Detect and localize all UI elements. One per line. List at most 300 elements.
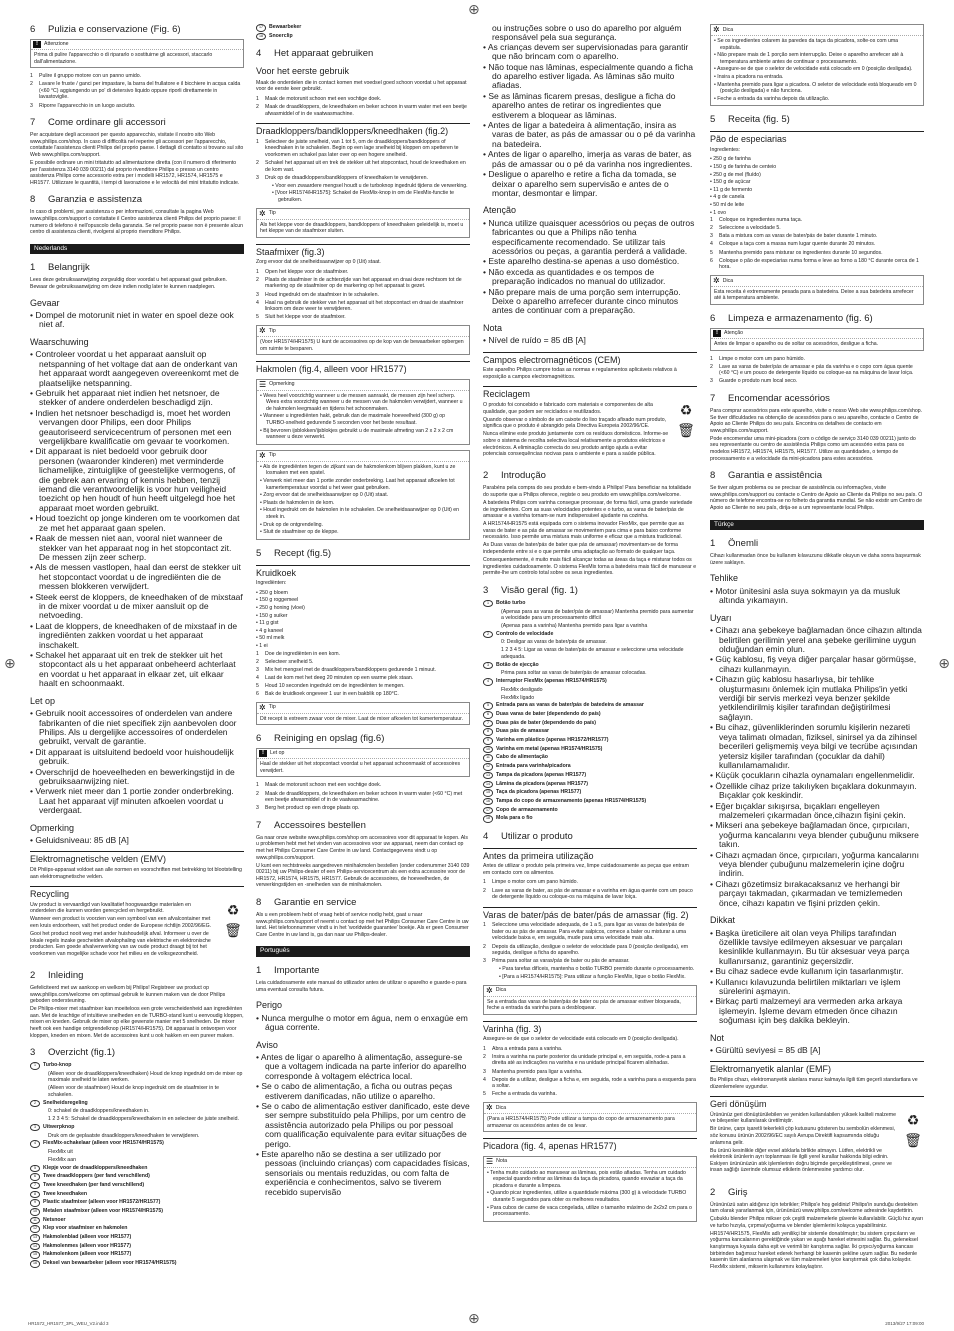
bullet-text: Se o cabo de alimentação estiver danificado, este deve ser sempre substituído pela Philips, por um centro de assistência autorizado pela Philips ou por pessoal com qualificação equivalente para evitar situações de perigo. (261, 1101, 470, 1149)
part-number: 14 (30, 1243, 40, 1251)
bullet-icon: • (272, 190, 276, 197)
bullet-text: Se as lâminas ficarem presas, desligue a ficha do aparelho antes de retirar os ingredientes que estiverem a bloquear as lâminas. (488, 90, 676, 120)
bullet-item (499, 974, 697, 981)
bullet-text: 150 g de farinha de centeio (713, 164, 777, 171)
step-number: 4 (256, 674, 259, 681)
bullet-text: Kullanıcı kılavuzunda belirtilen miktarları ve işlem sürelerini aşmayın. (715, 976, 901, 996)
registration-mark-bottom: ⊕ (468, 1311, 480, 1327)
bullet-item (256, 1082, 470, 1101)
bullet-icon: • (30, 349, 36, 360)
part-label: Uitwerpknop (43, 1123, 75, 1130)
section-heading: Reciclagem (483, 386, 697, 400)
part-number: 1 (30, 1062, 40, 1070)
bullet-item (483, 92, 697, 120)
bullet-text: Quando picar ingredientes, utilize a quantidade máxima (300 g) à velocidade TURBO durante 5 segundos para obter os melhores resultados. (490, 1190, 687, 1203)
bullet-text: 1 ovo (713, 209, 726, 216)
crossed-bin-icon: 🗑 (904, 1131, 922, 1148)
paragraph-line: Nunca elimine este produto juntamente com os resíduos domésticos. Informe-se sobre o sistema de recolha selectiva local relativamente a produtos eléctricos e electrónicos. A eliminação correcta do seu produto antigo ajuda a evitar potenciais consequências nocivas para o ambiente e para a saúde pública. (483, 431, 669, 458)
part-item (30, 1234, 244, 1242)
step-item (483, 1091, 697, 1098)
bullet-text: Cihazı gözetimsiz bırakacaksanız ve herhangi bir parçayı takmadan, çıkarmadan ve temizlemeden önce, cihazı kapatın ve fişini prizden çekin. (715, 878, 903, 908)
bullet-text: Se o cabo de alimentação, a ficha ou outras peças estiverem danificadas, não utilize o aparelho. (261, 1081, 453, 1101)
bullet-item (483, 63, 697, 91)
bullet-icon: • (714, 66, 717, 73)
bullet-text: Não prepare mais de uma porção sem interrupção. Deixe o aparelho arrefecer durante cinco minutos antes de continuar com a preparação. (488, 286, 681, 316)
bullet-text: Se os ingredientes colarem às paredes da taça da picadora, solte-os com uma espátula. (717, 38, 899, 51)
bullet-icon: • (483, 256, 489, 267)
part-label: FlexMix uit (48, 1149, 73, 1155)
bullet-item (710, 802, 924, 821)
step-text: Guarde o produto num local seco. (719, 378, 798, 385)
part-number: 17 (483, 807, 493, 815)
bullet-text: Feche a entrada da varinha depois da utilização. (717, 95, 830, 102)
part-item (483, 815, 697, 823)
part-item (30, 1199, 244, 1207)
bullet-item (256, 628, 470, 635)
bullet-item (256, 597, 470, 604)
bullet-text: Controleer voordat u het apparaat aansluit op netspanning of het voltage dat aan de onderkant van het apparaat wordt aangegeven overeenkomt met de plaatselijke netspanning. (35, 349, 239, 388)
part-label: Prima para soltar as varas de bater/pás de amassar colocadas. (501, 670, 647, 677)
step-item (256, 104, 470, 117)
step-number: 2 (256, 159, 259, 166)
bullet-text: 250 g honing (vloei) (259, 605, 305, 611)
part-item (483, 772, 697, 780)
registration-mark-left: ⊕ (4, 656, 16, 672)
part-item (30, 1173, 244, 1181)
bullet-text: Verwerk niet meer dan 1 portie zonder onderbreking. Laat het apparaat vijf minuten afkoelen voordat u verdergaat. (35, 786, 234, 816)
bullet-text: Sluit de staafmixer op de kleppe. (263, 529, 339, 536)
paragraph-line: A HR1574/HR1575 está equipada com o sistema inovador FlexMix, que permite que as varas de bater e as pás de amassar se movimentem para cima e para baixo conforme necessário. Isso permite uma mistura mais uniforme e eficaz que a mistura tradicional. (483, 521, 684, 541)
bullet-item (710, 587, 924, 606)
bullet-icon: • (714, 38, 718, 44)
part-number: 18 (483, 815, 493, 823)
step-item (483, 1069, 697, 1076)
bullet-text: Güç kablosu, fiş veya diğer parçalar hasar görmüşse, cihazı kullanmayın. (715, 654, 917, 674)
part-item (256, 33, 470, 41)
part-number: 5 (30, 1165, 40, 1173)
part-label: Botão de ejecção (496, 661, 539, 668)
bullet-icon: • (483, 335, 489, 346)
part-item (30, 1217, 244, 1225)
bullet-item (256, 1053, 470, 1081)
paragraph: In caso di problemi, per assistenza o per informazioni, consultate la pagina Web www.philips.com/support o contattate il Centro assistenza clienti Philips del proprio paese: il numero di telefono è nell'opuscolo della garanzia. Se nel proprio paese non è presente alcun centro di assistenza clienti, rivolgersi al proprio rivenditore Philips. (30, 209, 243, 236)
subheading: Atenção (483, 205, 517, 216)
bullet-item (260, 464, 466, 477)
bullet-item (714, 82, 920, 95)
bullet-icon: • (260, 427, 264, 434)
step-text: Bata a mistura com as varas de bater/pás de bater durante 1 minuto. (719, 233, 878, 240)
bullet-icon: • (710, 585, 716, 596)
bullet-item (272, 183, 470, 190)
part-label: (Alleen voor de draadkloppers/kneedhaken) Houd de knop ingedrukt om de mixer op maximale snelheid te laten werken. (48, 1070, 243, 1084)
bullet-list (256, 183, 470, 204)
bullet-icon: • (710, 996, 716, 1007)
paragraph (256, 835, 470, 889)
section-heading: 1 Önemli (710, 538, 759, 550)
part-item (483, 687, 697, 694)
bullet-item (260, 428, 466, 441)
bullet-icon: • (260, 499, 264, 506)
step-text: Plaats de staafmixer in de achterzijde van het apparaat en draai deze rechtsom tot de markering op de staafmixer op de markering op het apparaat is gezet. (265, 276, 462, 290)
bullet-icon: • (260, 477, 264, 484)
parts-list (483, 600, 697, 823)
bullet-text: Nunca mergulhe o motor em água, nem o enxagúe em água corrente. (261, 1012, 468, 1033)
bullet-item (30, 311, 244, 330)
step-item (256, 269, 470, 276)
part-label: Varinha em plástico (apenas HR1572/HR1577) (496, 737, 609, 744)
bullet-text: Özellikle cihaz prize takılıyken bıçaklara dokunmayın. Bıçaklar çok keskindir. (715, 780, 917, 801)
section-heading: 7 Accessoires bestellen (256, 819, 366, 831)
part-label: Klep voor staafmixer en hakmolen (43, 1225, 128, 1232)
subheading: Not (710, 1032, 725, 1043)
bullet-text: Este aparelho não se destina a ser utilizado por pessoas (incluindo crianças) com capacidades físicas, sensoriais ou mentais reduzidas, ou com falta de experiência e conhecimentos, salvo se tiverem recebido supervisão (261, 1149, 470, 1197)
section-heading: 5 Recept (fig.5) (256, 547, 332, 559)
paragraph-line: Çubuklu blender Philips mikser çok çeşitli malzemelerle güvenle kullanılabilir. Güçlü hız ayarı ve turbo hızıyla, çırpma/yoğurma ve blender işlemlerini kolayca yapabilirsiniz. (710, 1216, 924, 1229)
section-heading: 7 Encomendar acessórios (710, 393, 830, 404)
bullet-item (710, 179, 924, 186)
part-number: 6 (30, 1173, 40, 1181)
paragraph-line: O produto foi concebido e fabricado com materiais e componentes de alta qualidade, que podem ser reciclados e reutilizados. (483, 401, 653, 415)
paragraph-line: Parabéns pela compra do seu produto e bem-vindo à Philips! Para beneficiar na totalidade do suporte que a Philips oferece, registe o seu produto em www.philips.com/welcome. (483, 485, 692, 498)
bullet-item (714, 66, 920, 73)
part-number: 5 (483, 702, 493, 710)
bullet-list (710, 1046, 924, 1055)
bullet-text: Dompel de motorunit niet in water en spoel deze ook niet af. (35, 310, 234, 330)
steps-list (483, 1046, 697, 1098)
bullet-text: Indien het netsnoer beschadigd is, moet het worden vervangen door Philips, een door Philips geautoriseerd servicecentrum of personen met een vergelijkbare kwalificatie om gevaar te voorkomen. (35, 407, 232, 447)
bullet-icon: • (710, 625, 716, 636)
step-item (256, 791, 470, 804)
bullet-icon: • (260, 413, 264, 420)
note-icon: ☰ (259, 379, 267, 389)
parts-list (30, 1062, 244, 1267)
step-text: Depois de a utilizar, desligue a ficha e, em seguida, rode a varinha para a esquerda para a soltar. (492, 1076, 696, 1090)
bullet-icon: • (260, 492, 264, 499)
paragraph: Se tiver algum problema ou se precisar de assistência ou informações, visite www.philips.com/support ou contacte o Centro de Apoio ao Cliente da Philips no seu país. O número de telefone encontra-se no folheto da garantia mundial. Se não existir um Centro de Apoio ao Cliente no seu país, dirija-se a um representante local Philips. (710, 485, 923, 512)
subheading: Antes da primeira utilização (483, 848, 697, 862)
section-heading: 7 Come ordinare gli accessori (30, 117, 166, 129)
steps-list (256, 269, 470, 321)
section-heading: 2 Giriş (710, 1186, 748, 1198)
step-item (30, 73, 244, 80)
part-item (30, 1140, 244, 1148)
step-text: Doe de ingrediënten in een kom. (265, 650, 340, 657)
warning-icon: ! (713, 330, 721, 337)
note-box: ☰ Nota • Tenha muito cuidado ao manusear as lâminas, pois estão afiadas. Tenha um cuidado especial quando retirar as lâminas da taça da picadora, quando esvaziar a taça da picadora e durante a limpeza. • Quando picar ingredientes, utilize a quantidade máxima (300 g) à velocidade TURBO durante 5 segundos para obter os melhores resultados. • Para cubos de carne de vaca congelada, utilize o tamanho máximo de 2x2x2 cm para o processamento. (483, 1156, 697, 1222)
step-item (483, 944, 697, 957)
warning-icon: ! (259, 750, 267, 757)
bullet-item (710, 156, 924, 163)
step-item (256, 805, 470, 812)
bullet-item (499, 966, 697, 973)
paragraph-line: Ga naar onze website www.philips.com/shop om accessoires voor dit apparaat te kopen. Als u problemen hebt met het vinden van accessoires voor uw apparaat, neem dan contact op met het Philips Consumer Care Centre in uw land. Contactgegevens vindt u op www.philips.com/support. (256, 834, 468, 861)
bullet-text: Başka üreticilere ait olan veya Philips tarafından özellikle tavsiye edilmeyen aksesuar ve parçaları kesinlikle kullanmayın. Bu tür aksesuar veya parça kullanırsanız, garantiniz geçersizdir. (715, 927, 910, 966)
bullet-text: Druk op de ontgrendeling. (263, 521, 323, 528)
step-item (710, 258, 924, 271)
part-number: 10 (483, 746, 493, 754)
bullet-text: Raak de messen niet aan, vooral niet wanneer de stekker van het apparaat nog in het stopcontact zit. De messen zijn zeer scherp. (35, 533, 232, 562)
bullet-text: Gebruik nooit accessoires of onderdelen van andere fabrikanten of die niet specifiek zijn aanbevolen door Philips. Als u dergelijke accessoires of onderdelen gebruikt, vervalt de garantie. (35, 708, 237, 747)
section-heading: Picadora (fig. 4, apenas HR1577) (483, 1138, 697, 1152)
subheading: Aviso (256, 1039, 278, 1050)
bullet-item (483, 257, 697, 266)
bullet-text: 150 g suiker (259, 612, 288, 619)
bullet-item (256, 590, 470, 597)
part-number: 11 (30, 1217, 40, 1225)
step-number: 1 (483, 922, 486, 929)
bullet-text: Assegure-se de que o seletor de velocidade está colocado em 0 (posição desligada). (716, 66, 913, 73)
bullet-item (30, 709, 244, 747)
continued-text: ou instruções sobre o uso do aparelho por alguém responsável pela sua segurança. (492, 23, 682, 43)
part-item (483, 662, 697, 670)
paragraph-line: Quando observar o símbolo de um caixote do lixo traçado afixado num produto, significa que o produto é abrangido pela Directiva Europeia 2002/96/CE. (483, 416, 667, 430)
bullet-item (483, 219, 697, 257)
step-item (483, 1077, 697, 1090)
part-item (483, 789, 697, 797)
part-number: 15 (30, 1251, 40, 1259)
bullet-icon: • (710, 722, 716, 733)
section-heading: Recycling (30, 886, 244, 900)
bullet-text: Nunca utilize quaisquer acessórios ou peças de outros fabricantes ou que a Philips não tenha especificamente recomendado. Se utilizar tais acessórios ou peças, a garantia perderá a validade. (488, 217, 695, 257)
bullet-icon: • (710, 194, 714, 201)
bullet-item (710, 202, 924, 209)
part-item (483, 695, 697, 702)
paragraph-line: A batedeira Philips com varinha consegue processar, de forma fácil, uma grande variedade de ingredientes. Com as suas velocidades potentes e o turbo, as varas de bater/pás de amassar e a varinha tornam-se num indispensável ajudante na cozinha. (483, 499, 693, 520)
step-text: Coloque a taça com a massa num lugar quente durante 20 minutos. (719, 241, 876, 248)
bullet-item (714, 74, 920, 81)
bullet-text: Voor een zwaardere mengsel houdt u de turboknop ingedrukt tijdens de verwerking. (275, 182, 468, 189)
subheading: Perigo (256, 1000, 283, 1011)
step-number: 2 (483, 887, 486, 894)
section-heading: Hakmolen (fig.4, alleen voor HR1577) (256, 361, 470, 375)
bullet-text: 250 g de mel (fluído) (713, 171, 761, 178)
step-text: Houd 10 seconden ingedrukt om de ingrediënten te mengen. (265, 682, 405, 689)
paragraph: Cihazı kullanmadan önce bu kullanım kılavuzunu dikkatle okuyun ve daha sonra başvurmak üzere saklayın. (710, 553, 921, 566)
bullet-item (483, 121, 697, 149)
bullet-icon: • (30, 835, 36, 846)
part-number: 2 (30, 1100, 40, 1108)
tip-box: ✲ Tip • Als de ingrediënten tegen de zijkant van de hakmolenkom blijven plakken, kunt u ze losmaken met een spatel. • Verwerk niet meer dan 1 portie zonder onderbreking. Laat het apparaat afkoelen tot kamertemperatuur voordat u het weer gaat gebruiken. • Zorg ervoor dat de snelheidsaanwijzer op 0 (Uit) staat. • Plaats de hakmolen in de kom. • Houd ingedrukt om de hakmolen in te schakelen. De snelheidsaanwijzer op 0 (Uit) en steek in. • Druk op de ontgrendeling. • Sluit de staafmixer op de kleppe. (256, 450, 470, 540)
bullet-item (30, 836, 244, 845)
bullet-icon: • (710, 164, 714, 171)
step-text: Coloque o pão de especiarias numa forma e leve ao forno a 180 °C durante cerca de 1 hora. (719, 257, 919, 271)
bullet-icon: • (30, 649, 36, 660)
part-item (30, 1182, 244, 1190)
bullet-item (256, 605, 470, 612)
part-item (30, 1085, 244, 1098)
step-number: 1 (256, 650, 259, 657)
part-item (483, 798, 697, 806)
bullet-item (483, 43, 697, 62)
bullet-text: 250 g de farinha (713, 156, 751, 163)
step-text: Laat de kom met het deeg 20 minuten op een warme plek staan. (265, 674, 414, 681)
crossed-bin-icon: 🗑 (224, 921, 242, 938)
subheading: Opmerking (30, 822, 75, 833)
paragraph: Ingrediënten: (256, 580, 287, 587)
paragraph: Antes de utilizar o produto pela primeira vez, limpe cuidadosamente as peças que entram em contacto com os alimentos. (483, 863, 689, 876)
section-heading: 2 Inleiding (30, 969, 84, 981)
bullet-icon: • (260, 392, 264, 399)
bullet-icon: • (710, 654, 716, 665)
bullet-icon: • (483, 149, 488, 160)
bullet-text: Mantenha premido para ligar a picadora. O seletor de velocidade está bloqueado em 0 (posição desligada) e não funciona. (717, 81, 917, 95)
step-item (256, 160, 470, 173)
bullet-item (260, 522, 466, 529)
bullet-icon: • (483, 169, 489, 180)
bullet-item (260, 413, 466, 426)
bullet-text: Gürültü seviyesi = 85 dB [A] (715, 1045, 821, 1056)
bullet-text: 150 g de açúcar (713, 179, 751, 186)
part-number: 13 (30, 1234, 40, 1242)
language-bar-portuguese: Português (256, 946, 470, 957)
recycling-block (483, 402, 697, 462)
part-item (30, 1251, 244, 1259)
step-text: Lavare le fruste / ganci per impastare, la barra del frullatore e il bicchiere in acqua calda (<60 °C) aggiungendo un po' di detersivo liquido oppure riporli direttamente in lavastoviglie. (39, 81, 241, 101)
part-item (30, 1260, 244, 1268)
step-item (483, 1054, 697, 1067)
steps-list (483, 879, 697, 900)
step-number: 2 (256, 658, 259, 665)
steps-list (30, 73, 244, 109)
bullet-item (30, 787, 244, 815)
bullet-item (260, 393, 466, 413)
step-number: 3 (483, 958, 486, 965)
bullet-icon: • (483, 90, 489, 101)
bullet-item (256, 635, 470, 642)
bullet-item (30, 768, 244, 787)
note-icon: ☰ (486, 1156, 494, 1166)
step-number: 3 (710, 233, 713, 240)
part-label: 0: Desligar as varas de bater/pás de amassar. (501, 639, 607, 646)
bullet-item (260, 492, 466, 499)
bullet-item (30, 593, 244, 621)
section-heading: 2 Introdução (483, 470, 546, 482)
step-text: Druk op de draadkloppers/bandkloppers of kneedhaken te verwijderen. (265, 174, 428, 181)
part-label: 1 2 3 4 5: Schakel de draadkloppers/kneedhaken in en selecteer de juiste snelheid. (48, 1116, 239, 1123)
bullet-icon: • (499, 966, 503, 973)
paragraph-line: Wanneer een product is voorzien van een symbool van een afvalcontainer met een kruis erdoorheen, valt het product onder de Europese richtlijn 2002/96/EG. (30, 916, 212, 929)
bullet-item (710, 1046, 924, 1055)
bullet-item (483, 150, 697, 169)
subheading: Let op (30, 695, 56, 706)
bullet-item (487, 1205, 693, 1218)
part-number: 10 (30, 1208, 40, 1216)
step-number: 2 (710, 225, 713, 232)
step-number: 1 (256, 138, 259, 145)
bullet-item (710, 782, 924, 801)
bullet-icon: • (260, 521, 264, 528)
paragraph-line: U kunt een rechtstreeks aangedreven minihakmolen bestellen (onder codenummer 3140 039 00211) bij uw Philips-dealer of een Philips-servicecentrum als een extra accessoire voor de HR1572, HR1574, HR1575, HR1577. Gebruik de accessoires, de hoeveelheden, de verwerkingstijden en -snelheden van de minihakmolen. (256, 862, 470, 889)
part-number: 11 (483, 754, 493, 762)
step-text: Seleccione uma velocidade adequada, de 1 a 5, para ligar as varas de bater/pás de bater ou as pás de amassar. Para evitar salpicos, comece a bater ou misturar a uma velocidade baixa e, em seguida, mude para uma velocidade mais alta. (492, 922, 687, 942)
step-text: Sluit het kleppe voor de staafmixer. (265, 314, 346, 321)
part-label: Varinha em metal (apenas HR1574/HR1575) (496, 745, 603, 752)
bullet-item (256, 643, 470, 650)
part-item (30, 1108, 244, 1115)
step-number: 3 (256, 174, 259, 181)
step-number: 2 (30, 81, 33, 88)
column-4 (710, 24, 924, 1273)
part-item (483, 746, 697, 754)
step-item (483, 922, 697, 942)
step-text: Maak de motorunit schoon met een vochtige doek. (265, 95, 382, 102)
bullet-text: Cihazı açmadan önce, çırpıcıları, yoğurma kancalarını veya blender çubuğunu malzemelerin içine doğru indirin. (715, 849, 919, 879)
part-item (30, 1149, 244, 1156)
part-number: 7 (483, 720, 493, 728)
part-label: Botão turbo (496, 599, 526, 606)
part-number: 17 (256, 24, 266, 32)
paragraph (30, 985, 244, 1039)
paragraph: Assegure-se de que o seletor de velocidade está colocado em 0 (posição desligada). (483, 1036, 679, 1043)
section-heading: 6 Pulizia e conservazione (Fig. 6) (30, 24, 181, 35)
bullet-text: Wanneer u ingrediënten hakt, gebruik dan de maximale hoeveelheid (300 g) op TURBO-snelheid gedurende 5 seconden voor het beste resultaat. (263, 413, 446, 426)
step-text: Coloque os ingredientes numa taça. (719, 217, 803, 224)
bullet-icon: • (260, 529, 264, 536)
step-item (256, 277, 470, 290)
bullet-text: Steek eerst de kloppers, de kneedhaken of de mixstaaf in de mixer voordat u de mixer aansluit op de netvoeding. (35, 591, 243, 621)
bullet-icon: • (260, 507, 264, 514)
part-label: Copo de armazenamento (496, 806, 558, 813)
tip-star-icon: ✲ (259, 325, 266, 335)
bullet-item (30, 534, 244, 562)
step-number: 2 (483, 943, 486, 950)
tip-box: ✲ Tip (Voor HR1574/HR1575) U kunt de accessoires op de kop van de bewaarbeker opbergen om ruimte te besparen. (256, 325, 470, 355)
paragraph-line: Uw product is vervaardigd van kwalitatief hoogwaardige materialen en onderdelen die kunnen worden gerecycled en hergebruikt. (30, 901, 191, 915)
section-heading: 8 Garanzia e assistenza (30, 194, 142, 206)
step-text: Maak de draadkloppers, de kneedhaken en beker schoon in warm water (<60 °C) met een beetje afwasmiddel of in de vaatwasmachine. (265, 790, 463, 804)
bullet-icon: • (714, 95, 718, 102)
bullet-text: Houd toezicht op jonge kinderen om te voorkomen dat ze met het apparaat gaan spelen. (35, 513, 240, 533)
bullet-text: Plaats de hakmolen in de kom. (263, 499, 335, 506)
part-number: 3 (483, 662, 493, 670)
part-label: Metalen staafmixer (alleen voor HR1574/HR1575) (43, 1208, 163, 1214)
bullet-item (710, 172, 924, 179)
steps-list (256, 782, 470, 811)
bullet-icon: • (30, 407, 36, 418)
bullet-icon: • (260, 463, 263, 470)
bullet-text: Houd ingedrukt om de hakmolen in te schakelen. De snelheidsaanwijzer op 0 (Uit) en steek in. (263, 507, 460, 520)
bullet-item (483, 288, 697, 316)
part-item (483, 623, 697, 630)
bullet-icon: • (710, 156, 714, 163)
bullet-item (714, 96, 920, 103)
subheading: Dikkat (710, 915, 736, 925)
part-number: 6 (483, 711, 493, 719)
recycling-block (30, 902, 244, 962)
part-number: 14 (483, 781, 493, 789)
bullet-item (710, 626, 924, 654)
print-footer-date: 2013/9/27 17:09:00 (885, 1321, 924, 1326)
tip-star-icon: ✲ (713, 275, 720, 285)
part-item (30, 1225, 244, 1233)
bullet-text: Bij bevroren ijsblokken/ijsblokjes gebruikt u de maximale afmeting van 2 x 2 x 2 cm wanneer u deze verwerkt. (263, 427, 454, 441)
bullet-item (710, 655, 924, 674)
part-number: 8 (30, 1191, 40, 1199)
recycle-icon: ♻ (226, 901, 240, 918)
step-item (256, 683, 470, 690)
bullet-icon: • (30, 388, 36, 398)
step-number: 2 (710, 363, 713, 370)
part-item (483, 711, 697, 719)
subheading: Tehlike (710, 573, 739, 584)
section-heading: 5 Receita (fig. 5) (710, 114, 790, 126)
bullet-item (710, 967, 924, 976)
bullet-item (710, 675, 924, 722)
section-heading: Varas de bater/pás de bater/pás de amassar (fig. 2) (483, 907, 697, 921)
bullet-list (483, 43, 697, 199)
section-heading: 1 Belangrijk (30, 262, 90, 274)
tip-box: ✲ Tip Als het kleppe voor de draadkloppers, bandkloppers of kneedhaken geleidelijk is, moet u het kleppe van de staafmixer sluiten. (256, 208, 470, 238)
